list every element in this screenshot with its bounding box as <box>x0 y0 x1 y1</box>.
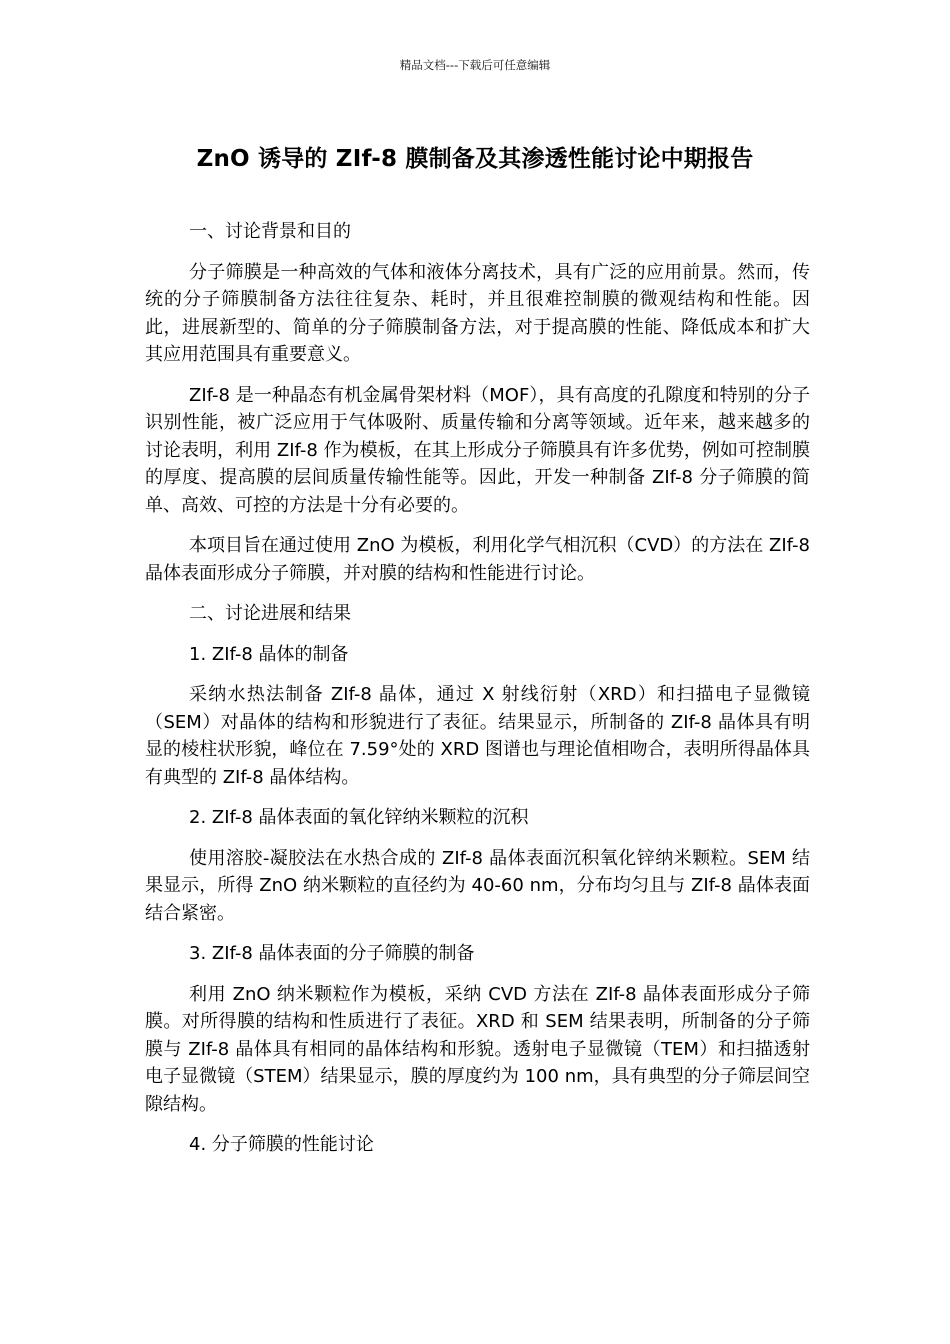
subsection-heading: 2. ZIf-8 晶体表面的氧化锌纳米颗粒的沉积 <box>189 807 529 828</box>
paragraph: 分子筛膜是一种高效的气体和液体分离技术，具有广泛的应用前景。然而，传统的分子筛膜制备方法往往复杂、耗时，并且很难控制膜的微观结构和性能。因此，进展新型的、简单的分子筛膜制备方法，对于提高膜的性能、降低成本和扩大其应用范围具有重要意义。 <box>145 261 810 365</box>
document-body <box>145 218 810 1172</box>
page-header: 精品文档---下载后可任意编辑 <box>399 58 551 72</box>
subsection-heading: 3. ZIf-8 晶体表面的分子筛膜的制备 <box>189 943 475 964</box>
subsection-heading: 4. 分子筛膜的性能讨论 <box>189 1134 374 1155</box>
paragraph: 利用 ZnO 纳米颗粒作为模板，采纳 CVD 方法在 ZIf-8 晶体表面形成分子筛膜。对所得膜的结构和性质进行了表征。XRD 和 SEM 结果表明，所制备的分子筛膜与 ZIf-8 晶体具有相同的晶体结构和形貌。透射电子显微镜（TEM）和扫描透射电子显微镜（STEM）结果显示，膜的厚度约为 100 nm，具有典型的分子筛层间空隙结构。 <box>145 983 810 1115</box>
paragraph: 采纳水热法制备 ZIf-8 晶体，通过 X 射线衍射（XRD）和扫描电子显微镜（SEM）对晶体的结构和形貌进行了表征。结果显示，所制备的 ZIf-8 晶体具有明显的棱柱状形貌，峰位在 7.59°处的 XRD 图谱也与理论值相吻合，表明所得晶体具有典型的 ZIf-8 晶体结构。 <box>145 684 810 788</box>
paragraph: 使用溶胶-凝胶法在水热合成的 ZIf-8 晶体表面沉积氧化锌纳米颗粒。SEM 结果显示，所得 ZnO 纳米颗粒的直径约为 40-60 nm，分布均匀且与 ZIf-8 晶体表面结合紧密。 <box>145 847 810 924</box>
paragraph: 本项目旨在通过使用 ZnO 为模板，利用化学气相沉积（CVD）的方法在 ZIf-8 晶体表面形成分子筛膜，并对膜的结构和性能进行讨论。 <box>145 535 810 584</box>
paragraph: ZIf-8 是一种晶态有机金属骨架材料（MOF），具有高度的孔隙度和特别的分子识别性能，被广泛应用于气体吸附、质量传输和分离等领域。近年来，越来越多的讨论表明，利用 ZIf-8 作为模板，在其上形成分子筛膜具有许多优势，例如可控制膜的厚度、提高膜的层间质量传输性能等。因此，开发一种制备 ZIf-8 分子筛膜的简单、高效、可控的方法是十分有必要的。 <box>145 384 810 516</box>
section-heading-background: 一、讨论背景和目的 <box>189 221 351 242</box>
section-heading-progress: 二、讨论进展和结果 <box>189 603 351 624</box>
subsection-heading: 1. ZIf-8 晶体的制备 <box>189 643 349 665</box>
document-title: ZnO 诱导的 ZIf-8 膜制备及其渗透性能讨论中期报告 <box>196 146 754 172</box>
